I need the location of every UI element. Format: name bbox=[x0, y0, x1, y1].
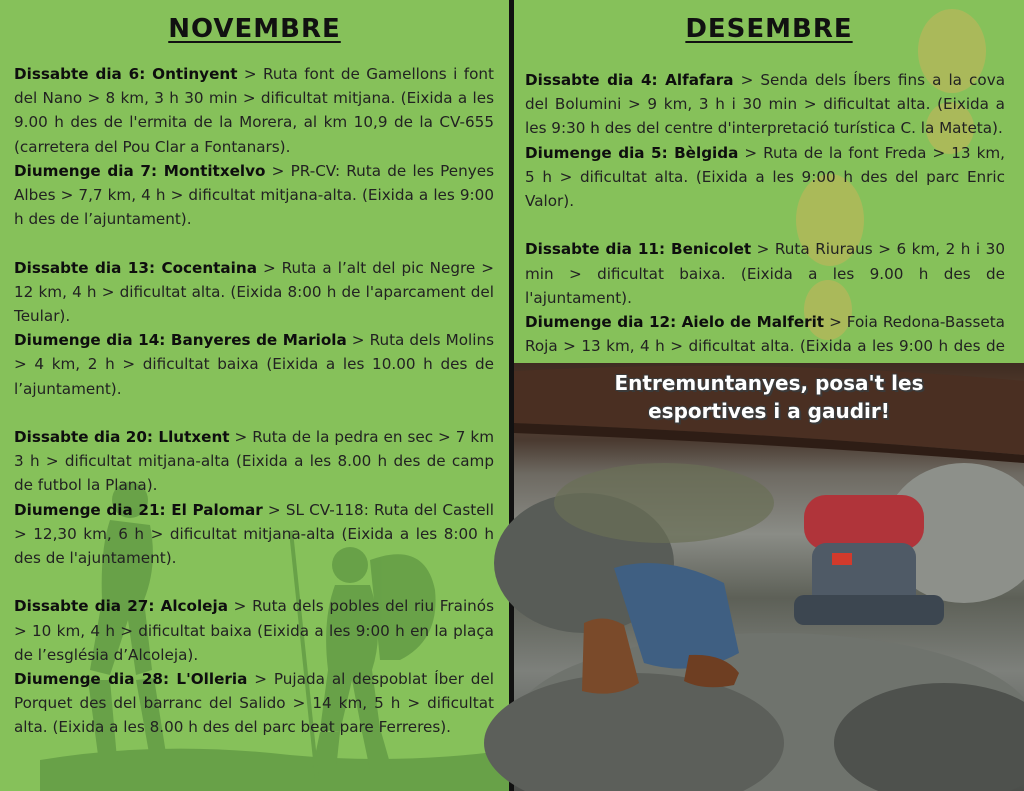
entry-heading: Dissabte dia 13: Cocentaina bbox=[14, 258, 257, 277]
hiking-photo bbox=[514, 363, 1024, 791]
list-item bbox=[14, 425, 494, 498]
entry-details: > SL CV-118: Ruta del Castell > 12,30 km, 6 h > dificultat mitjana-alta (Eixida a les 8:00 h des de l'ajuntament). bbox=[14, 500, 494, 568]
list-item bbox=[14, 328, 494, 401]
backpack-and-boots-image bbox=[514, 363, 1024, 791]
list-item bbox=[525, 68, 1005, 141]
list-item bbox=[14, 159, 494, 232]
slogan-line-1: Entremuntanyes, posa't les bbox=[614, 371, 924, 395]
list-item bbox=[14, 498, 494, 571]
entry-heading: Diumenge dia 12: Aielo de Malferit bbox=[525, 313, 825, 332]
entry-heading: Dissabte dia 27: Alcoleja bbox=[14, 597, 228, 616]
entry-details: > Ruta a l’alt del pic Negre > 12 km, 4 h > dificultat alta. (Eixida 8:00 h de l'aparcament del Teular). bbox=[14, 258, 494, 326]
entry-heading: Diumenge dia 21: El Palomar bbox=[14, 500, 263, 519]
entry-heading: Diumenge dia 7: Montitxelvo bbox=[14, 161, 266, 180]
entry-heading: Dissabte dia 6: Ontinyent bbox=[14, 65, 238, 83]
entry-details: > Ruta Riuraus > 6 km, 2 h i 30 min > dificultat baixa. (Eixida a les 9.00 h des de l'ajuntament). bbox=[525, 240, 1005, 307]
entry-details: > PR-CV: Ruta de les Penyes Albes > 7,7 km, 4 h > dificultat mitjana-alta. (Eixida a les 9:00 h des de l’ajuntament). bbox=[14, 161, 494, 229]
entry-details: > Ruta dels pobles del riu Frainós > 10 km, 4 h > dificultat baixa (Eixida a les 9:00 h en la plaça de l’església d’Alcoleja). bbox=[14, 597, 495, 664]
november-schedule bbox=[14, 62, 494, 740]
november-panel bbox=[0, 0, 509, 791]
entry-heading: Dissabte dia 11: Benicolet bbox=[525, 240, 752, 259]
entry-details: > Ruta dels Molins > 4 km, 2 h > dificultat baixa (Eixida a les 10.00 h des de l’ajuntament). bbox=[14, 331, 494, 398]
entry-heading: Dissabte dia 20: Llutxent bbox=[14, 428, 230, 447]
entry-details: > Senda dels Íbers fins a la cova del Bolumini > 9 km, 3 h i 30 min > dificultat alta. (Eixida a les 9:30 h des del centre d'interpretació turística C. la Mateta). bbox=[525, 71, 1005, 138]
slogan bbox=[514, 369, 1024, 425]
december-panel bbox=[514, 0, 1024, 363]
list-item bbox=[14, 594, 494, 667]
list-item bbox=[14, 62, 494, 159]
entry-heading: Diumenge dia 5: Bèlgida bbox=[525, 143, 739, 162]
december-title: DESEMBRE bbox=[685, 14, 853, 44]
entry-details: > Ruta de la font Freda > 13 km, 5 h > dificultat alta. (Eixida a les 9:00 h des del parc Enric Valor). bbox=[525, 143, 1005, 211]
entry-details: > Pujada al despoblat Íber del Porquet des del barranc del Salido > 14 km, 5 h > dificultat alta. (Eixida a les 8.00 h des del parc beat pare Ferreres). bbox=[14, 670, 494, 737]
list-item bbox=[525, 237, 1005, 310]
entry-details: > Foia Redona-Basseta Roja > 13 km, 4 h > dificultat alta. (Eixida a les 9:00 h des de bbox=[525, 313, 1005, 356]
entry-heading: Dissabte dia 4: Alfafara bbox=[525, 71, 734, 89]
list-item bbox=[525, 141, 1005, 214]
november-title: NOVEMBRE bbox=[168, 14, 341, 44]
december-schedule bbox=[525, 68, 1005, 383]
entry-heading: Diumenge dia 28: L'Olleria bbox=[14, 670, 248, 689]
list-item bbox=[14, 667, 494, 740]
list-item bbox=[14, 256, 494, 329]
slogan-line-2: esportives i a gaudir! bbox=[648, 399, 890, 423]
entry-heading: Diumenge dia 14: Banyeres de Mariola bbox=[14, 331, 347, 350]
entry-details: > Ruta de la pedra en sec > 7 km 3 h > dificultat mitjana-alta (Eixida a les 8.00 h des de camp de futbol la Plana). bbox=[14, 428, 494, 495]
entry-details: > Ruta font de Gamellons i font del Nano > 8 km, 3 h 30 min > dificultat mitjana. (Eixida a les 9.00 h des de l'ermita de la Morera, al km 10,9 de la CV-655 (carretera del Pou Clar a Fontanars). bbox=[14, 65, 494, 156]
